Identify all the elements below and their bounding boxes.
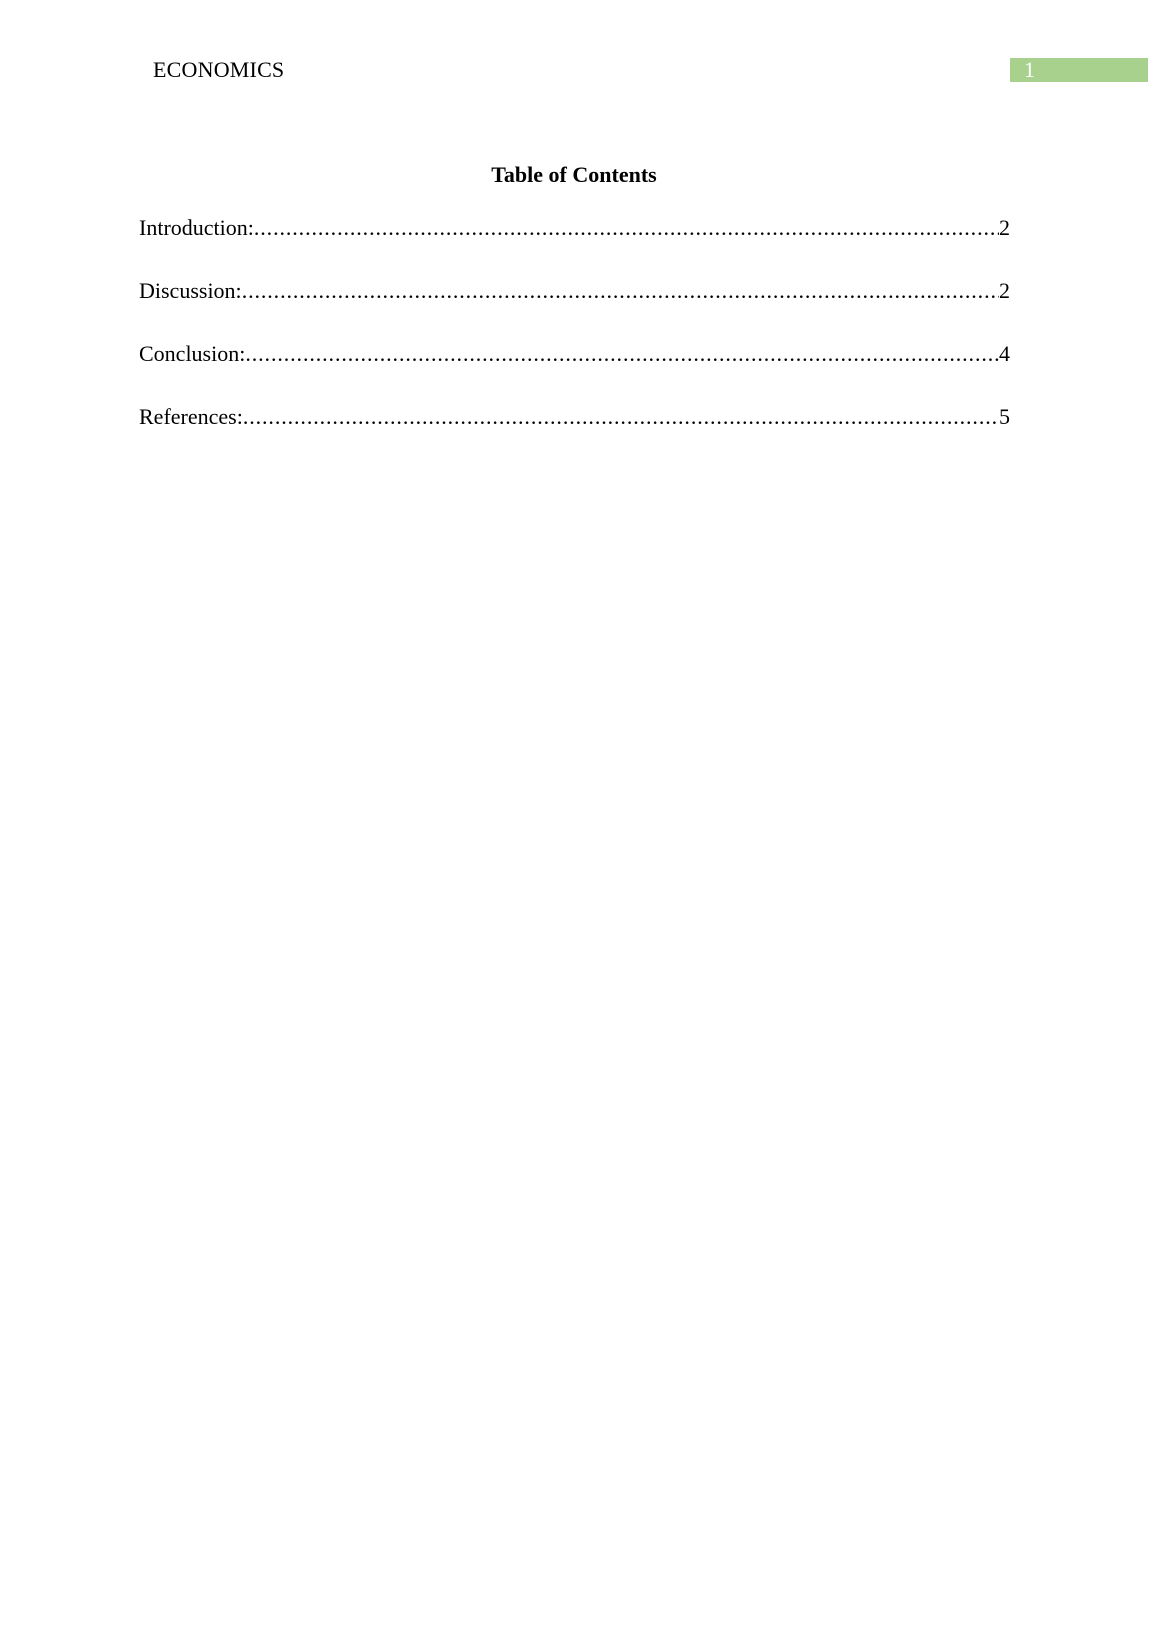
toc-dot-leader [242, 277, 999, 305]
toc-list [139, 214, 1010, 466]
header-title: ECONOMICS [153, 57, 285, 82]
toc-entry-page: 5 [999, 404, 1010, 429]
toc-entry-label: Discussion: [139, 278, 242, 303]
toc-entry-page: 2 [999, 215, 1010, 240]
toc-entry-label: Conclusion: [139, 341, 246, 366]
toc-entry-label: References: [139, 404, 243, 429]
toc-entry-page: 4 [999, 341, 1010, 366]
toc-entry-label: Introduction: [139, 215, 254, 240]
toc-dot-leader [245, 340, 999, 368]
toc-dot-leader [243, 403, 999, 431]
toc-entry-conclusion[interactable] [139, 340, 1010, 403]
page-number: 1 [1024, 57, 1035, 82]
page-number-box [1010, 58, 1148, 82]
toc-entry-introduction[interactable] [139, 214, 1010, 277]
toc-entry-references[interactable] [139, 403, 1010, 466]
toc-entry-page: 2 [999, 278, 1010, 303]
toc-heading: Table of Contents [491, 162, 657, 187]
toc-dot-leader [254, 214, 999, 242]
toc-entry-discussion[interactable] [139, 277, 1010, 340]
